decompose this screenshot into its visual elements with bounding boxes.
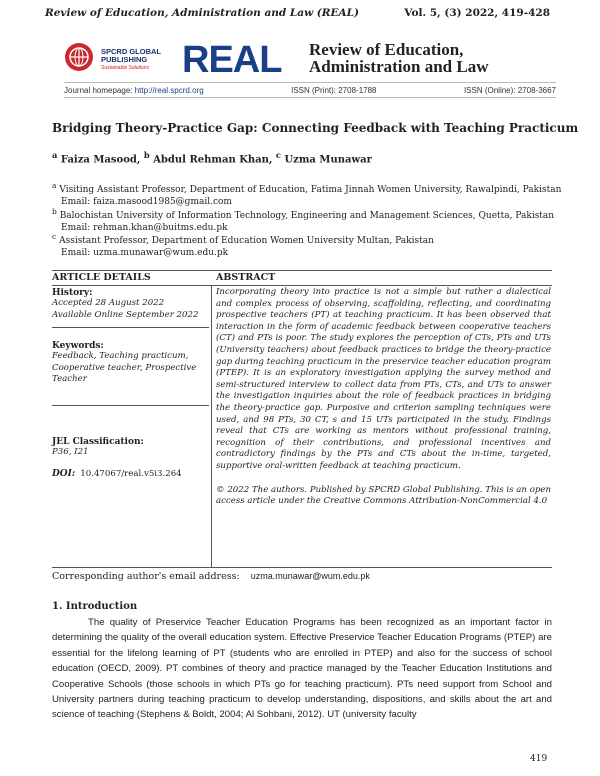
online-date: Available Online September 2022 <box>52 309 199 320</box>
affil-email: Email: faiza.masood1985@gmail.com <box>61 197 232 207</box>
column-divider <box>211 285 212 567</box>
affil-email: Email: rehman.khan@buitms.edu.pk <box>61 223 228 233</box>
doi-link[interactable]: 10.47067/real.v5i3.264 <box>80 469 182 479</box>
affil-sup: b <box>52 207 57 216</box>
running-header <box>45 7 550 19</box>
globe-logo-icon <box>64 42 94 72</box>
article-details-heading: ARTICLE DETAILS <box>52 272 151 283</box>
homepage-link[interactable]: http://real.spcrd.org <box>134 85 204 95</box>
publisher-tagline: Sustainable Solutions <box>101 65 150 71</box>
jel-block <box>52 437 209 459</box>
details-rule <box>52 327 209 328</box>
running-volume: Vol. 5, (3) 2022, 419-428 <box>404 7 550 19</box>
doi-label: DOI: <box>52 469 76 479</box>
journal-full-name <box>309 41 488 75</box>
author-list <box>52 150 372 165</box>
page-number: 419 <box>530 754 548 764</box>
bottom-rule <box>52 567 552 568</box>
issn-print: ISSN (Print): 2708-1788 <box>291 85 377 95</box>
affiliation-a <box>52 180 561 208</box>
affil-sup: c <box>52 232 57 241</box>
publisher-brand <box>101 48 161 72</box>
abstract-text: Incorporating theory into practice is not a simple but rather a dialectical and complex process of observing, scaffolding, reflecting, and coordinating prospective teachers (PT) at teaching practicum. It has been observed that interaction in the form of academic feedback between cooperative teachers (CT) and PTs is poor. The study explores the perception of CTs, PTs and UTs (University teachers) about feedback practices to bridge the theory-practice gap during teaching practicum in the preservice teacher education program (PTEP). It is an exploratory investigation applying the survey method and semi-structured interview to collect data from PTs, CTs, and UTs to answer the investigation inquiries about the role of feedback practices in bridging the theory-practice gap. Purposive and criterion sampling techniques were used, and 98 PTs, 30 CT, s and 15 UTs participated in the study. Findings reveal that CTs are working as mentors without professional training, recognition of their contributions, and professional incentives and contradictory findings by the PTs and CTs about the in-time, targeted, supportive oral-written feedback at teaching practicum. <box>216 287 551 471</box>
history-label: History: <box>52 288 93 298</box>
journal-banner <box>64 39 556 81</box>
real-brand: REAL <box>182 39 282 81</box>
author-sup: b <box>143 150 150 160</box>
intro-paragraph: The quality of Preservice Teacher Education Programs has been recognized as an important factor in determining the quality of the overall education system. Effective Preservice Teacher Education Programs (PTEP) are essential for the lifelong learning of PT (students who are enrolled in PTEP) and also for the success of school education (OECD, 2009). PT combines of theory and practice managed by the Teacher Education Institutions and Cooperative Schools (those schools in which PTs go for teaching practicum). PTs need support from School and University partners during teaching practicum to develop understanding, dispositions, and skills about the art and science of teaching (Stephens & Boldt, 2004; Al Sohbani, 2012). UT (university faculty <box>52 617 552 721</box>
author-sup: c <box>275 150 281 160</box>
keywords-block <box>52 341 209 386</box>
intro-heading: 1. Introduction <box>52 601 138 612</box>
abstract-heading: ABSTRACT <box>216 272 276 283</box>
corresponding-author <box>52 571 370 582</box>
affiliation-b <box>52 206 554 234</box>
affil-email: Email: uzma.munawar@wum.edu.pk <box>61 248 229 258</box>
author-name: Uzma Munawar <box>284 154 372 166</box>
author-name: Faiza Masood, <box>60 154 141 166</box>
paper-title: Bridging Theory-Practice Gap: Connecting Feedback with Teaching Practicum <box>52 121 579 135</box>
homepage-label: Journal homepage: <box>64 85 133 95</box>
accepted-date: Accepted 28 August 2022 <box>52 298 165 308</box>
history-block <box>52 288 207 321</box>
jel-codes: P36, I21 <box>52 447 89 457</box>
author-sup: a <box>52 150 58 160</box>
top-rule <box>52 270 552 271</box>
author-name: Abdul Rehman Khan, <box>153 154 273 166</box>
copyright-notice: © 2022 The authors. Published by SPCRD Global Publishing. This is an open access article under the Creative Commons Attribution-NonCommercial 4.0 <box>216 484 551 507</box>
affiliation-c <box>52 231 434 259</box>
publisher-line1: SPCRD GLOBAL <box>101 47 161 56</box>
affil-text: Balochistan University of Information Technology, Engineering and Management Sciences, Quetta, Pakistan <box>59 211 555 221</box>
keywords-text: Feedback, Teaching practicum, Cooperative teacher, Prospective Teacher <box>52 351 197 384</box>
affil-text: Visiting Assistant Professor, Department of Education, Fatima Jinnah Women University, Rawalpindi, Pakistan <box>59 185 562 195</box>
jel-label: JEL Classification: <box>52 437 144 447</box>
affil-text: Assistant Professor, Department of Education Women University Multan, Pakistan <box>59 236 434 246</box>
issn-online: ISSN (Online): 2708-3667 <box>463 85 556 95</box>
running-journal: Review of Education, Administration and Law (REAL) <box>45 7 359 19</box>
corresponding-email[interactable]: uzma.munawar@wum.edu.pk <box>250 571 370 581</box>
journal-name-line2: Administration and Law <box>309 57 489 76</box>
abstract-body <box>216 287 551 508</box>
homepage-bar <box>64 82 556 98</box>
corresponding-label: Corresponding author's email address: <box>52 571 240 582</box>
doi-block <box>52 461 209 480</box>
keywords-label: Keywords: <box>52 341 104 351</box>
affil-sup: a <box>52 181 57 190</box>
details-rule <box>52 405 209 406</box>
homepage <box>64 86 204 95</box>
journal-name-line1: Review of Education, <box>309 40 464 59</box>
publisher-line2: PUBLISHING <box>101 55 148 64</box>
header-rule <box>52 285 552 286</box>
